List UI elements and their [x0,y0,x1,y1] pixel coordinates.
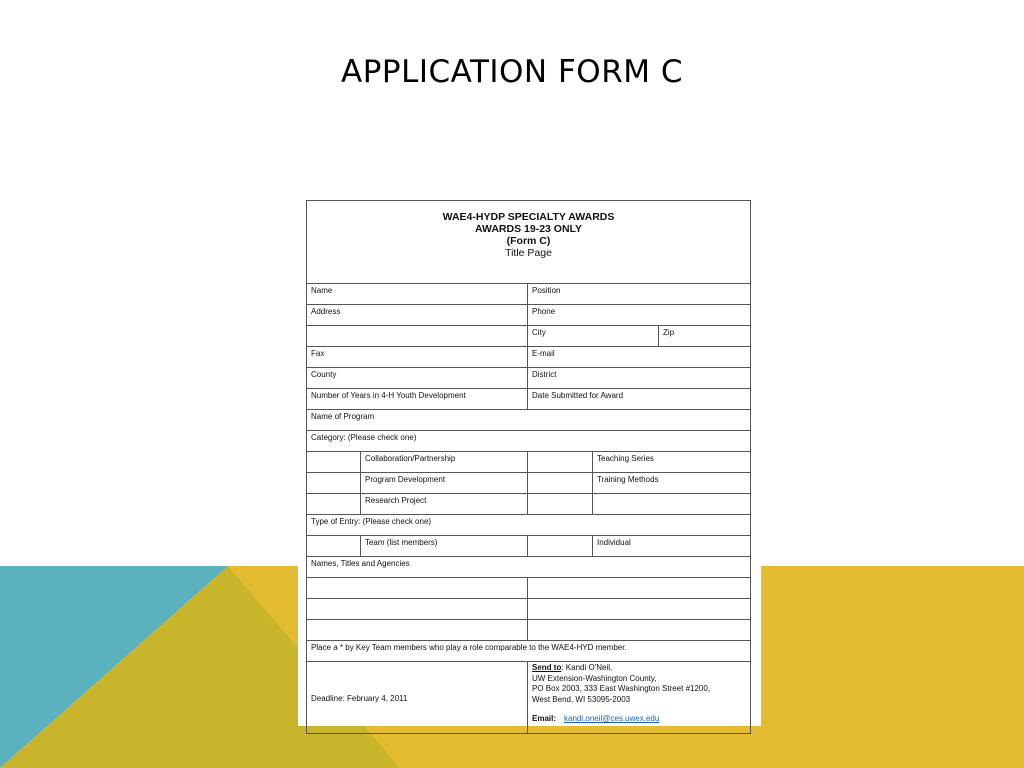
category-checkbox [528,473,593,494]
category-option-empty [593,494,751,515]
email-label: Email: [532,714,557,723]
form-header-line4: Title Page [505,247,552,259]
names-cell [528,578,751,599]
city-field: City [528,326,659,347]
address-continued-field [307,326,528,347]
names-cell [307,620,528,641]
names-cell [307,578,528,599]
names-cell [307,599,528,620]
send-to-address-line: PO Box 2003, 333 East Washington Street #1200, [532,684,711,693]
form-image [298,192,761,726]
send-to-address-line: West Bend, WI 53095-2003 [532,694,631,704]
form-header-line1: WAE4-HYDP SPECIALTY AWARDS [442,211,615,223]
years-field: Number of Years in 4-H Youth Development [307,389,528,410]
address-field: Address [307,305,528,326]
slide-title: APPLICATION FORM C [341,54,683,90]
category-checkbox [528,494,593,515]
program-name-field: Name of Program [307,410,751,431]
names-cell [528,599,751,620]
category-option: Program Development [361,473,528,494]
category-label: Category: (Please check one) [307,431,751,452]
zip-field: Zip [659,326,751,347]
send-to-label: Send to [532,663,562,672]
category-option: Research Project [361,494,528,515]
name-field: Name [307,284,528,305]
key-member-note: Place a * by Key Team members who play a role comparable to the WAE4-HYD member. [307,641,751,662]
form-header-line3: (Form C) [506,235,551,247]
fax-field: Fax [307,347,528,368]
category-checkbox [307,452,361,473]
entry-checkbox [528,536,593,557]
category-option: Teaching Series [593,452,751,473]
category-checkbox [307,473,361,494]
position-field: Position [528,284,751,305]
form-header-line2: AWARDS 19-23 ONLY [475,223,582,235]
category-option: Training Methods [593,473,751,494]
entry-type-label: Type of Entry: (Please check one) [307,515,751,536]
district-field: District [528,368,751,389]
send-to-block: Send to: Kandi O'Neil, UW Extension-Washington County, PO Box 2003, 333 East Washington Street #1200, West Bend, WI 53095-2003 Email: kandi.oneil@ces.uwex.edu [528,662,751,734]
category-checkbox [307,494,361,515]
phone-field: Phone [528,305,751,326]
deadline: Deadline: February 4, 2011 [307,662,528,734]
category-checkbox [528,452,593,473]
date-submitted-field: Date Submitted for Award [528,389,751,410]
application-form-table [306,200,751,734]
send-to-address-line: UW Extension-Washington County, [532,673,657,683]
county-field: County [307,368,528,389]
category-option: Collaboration/Partnership [361,452,528,473]
entry-option-team: Team (list members) [361,536,528,557]
names-cell [528,620,751,641]
entry-option-individual: Individual [593,536,751,557]
form-header [307,201,751,284]
email-field: E-mail [528,347,751,368]
entry-checkbox [307,536,361,557]
names-label: Names, Titles and Agencies [307,557,751,578]
email-link[interactable]: kandi.oneil@ces.uwex.edu [564,714,660,723]
send-to-name: Kandi O'Neil, [565,663,613,672]
